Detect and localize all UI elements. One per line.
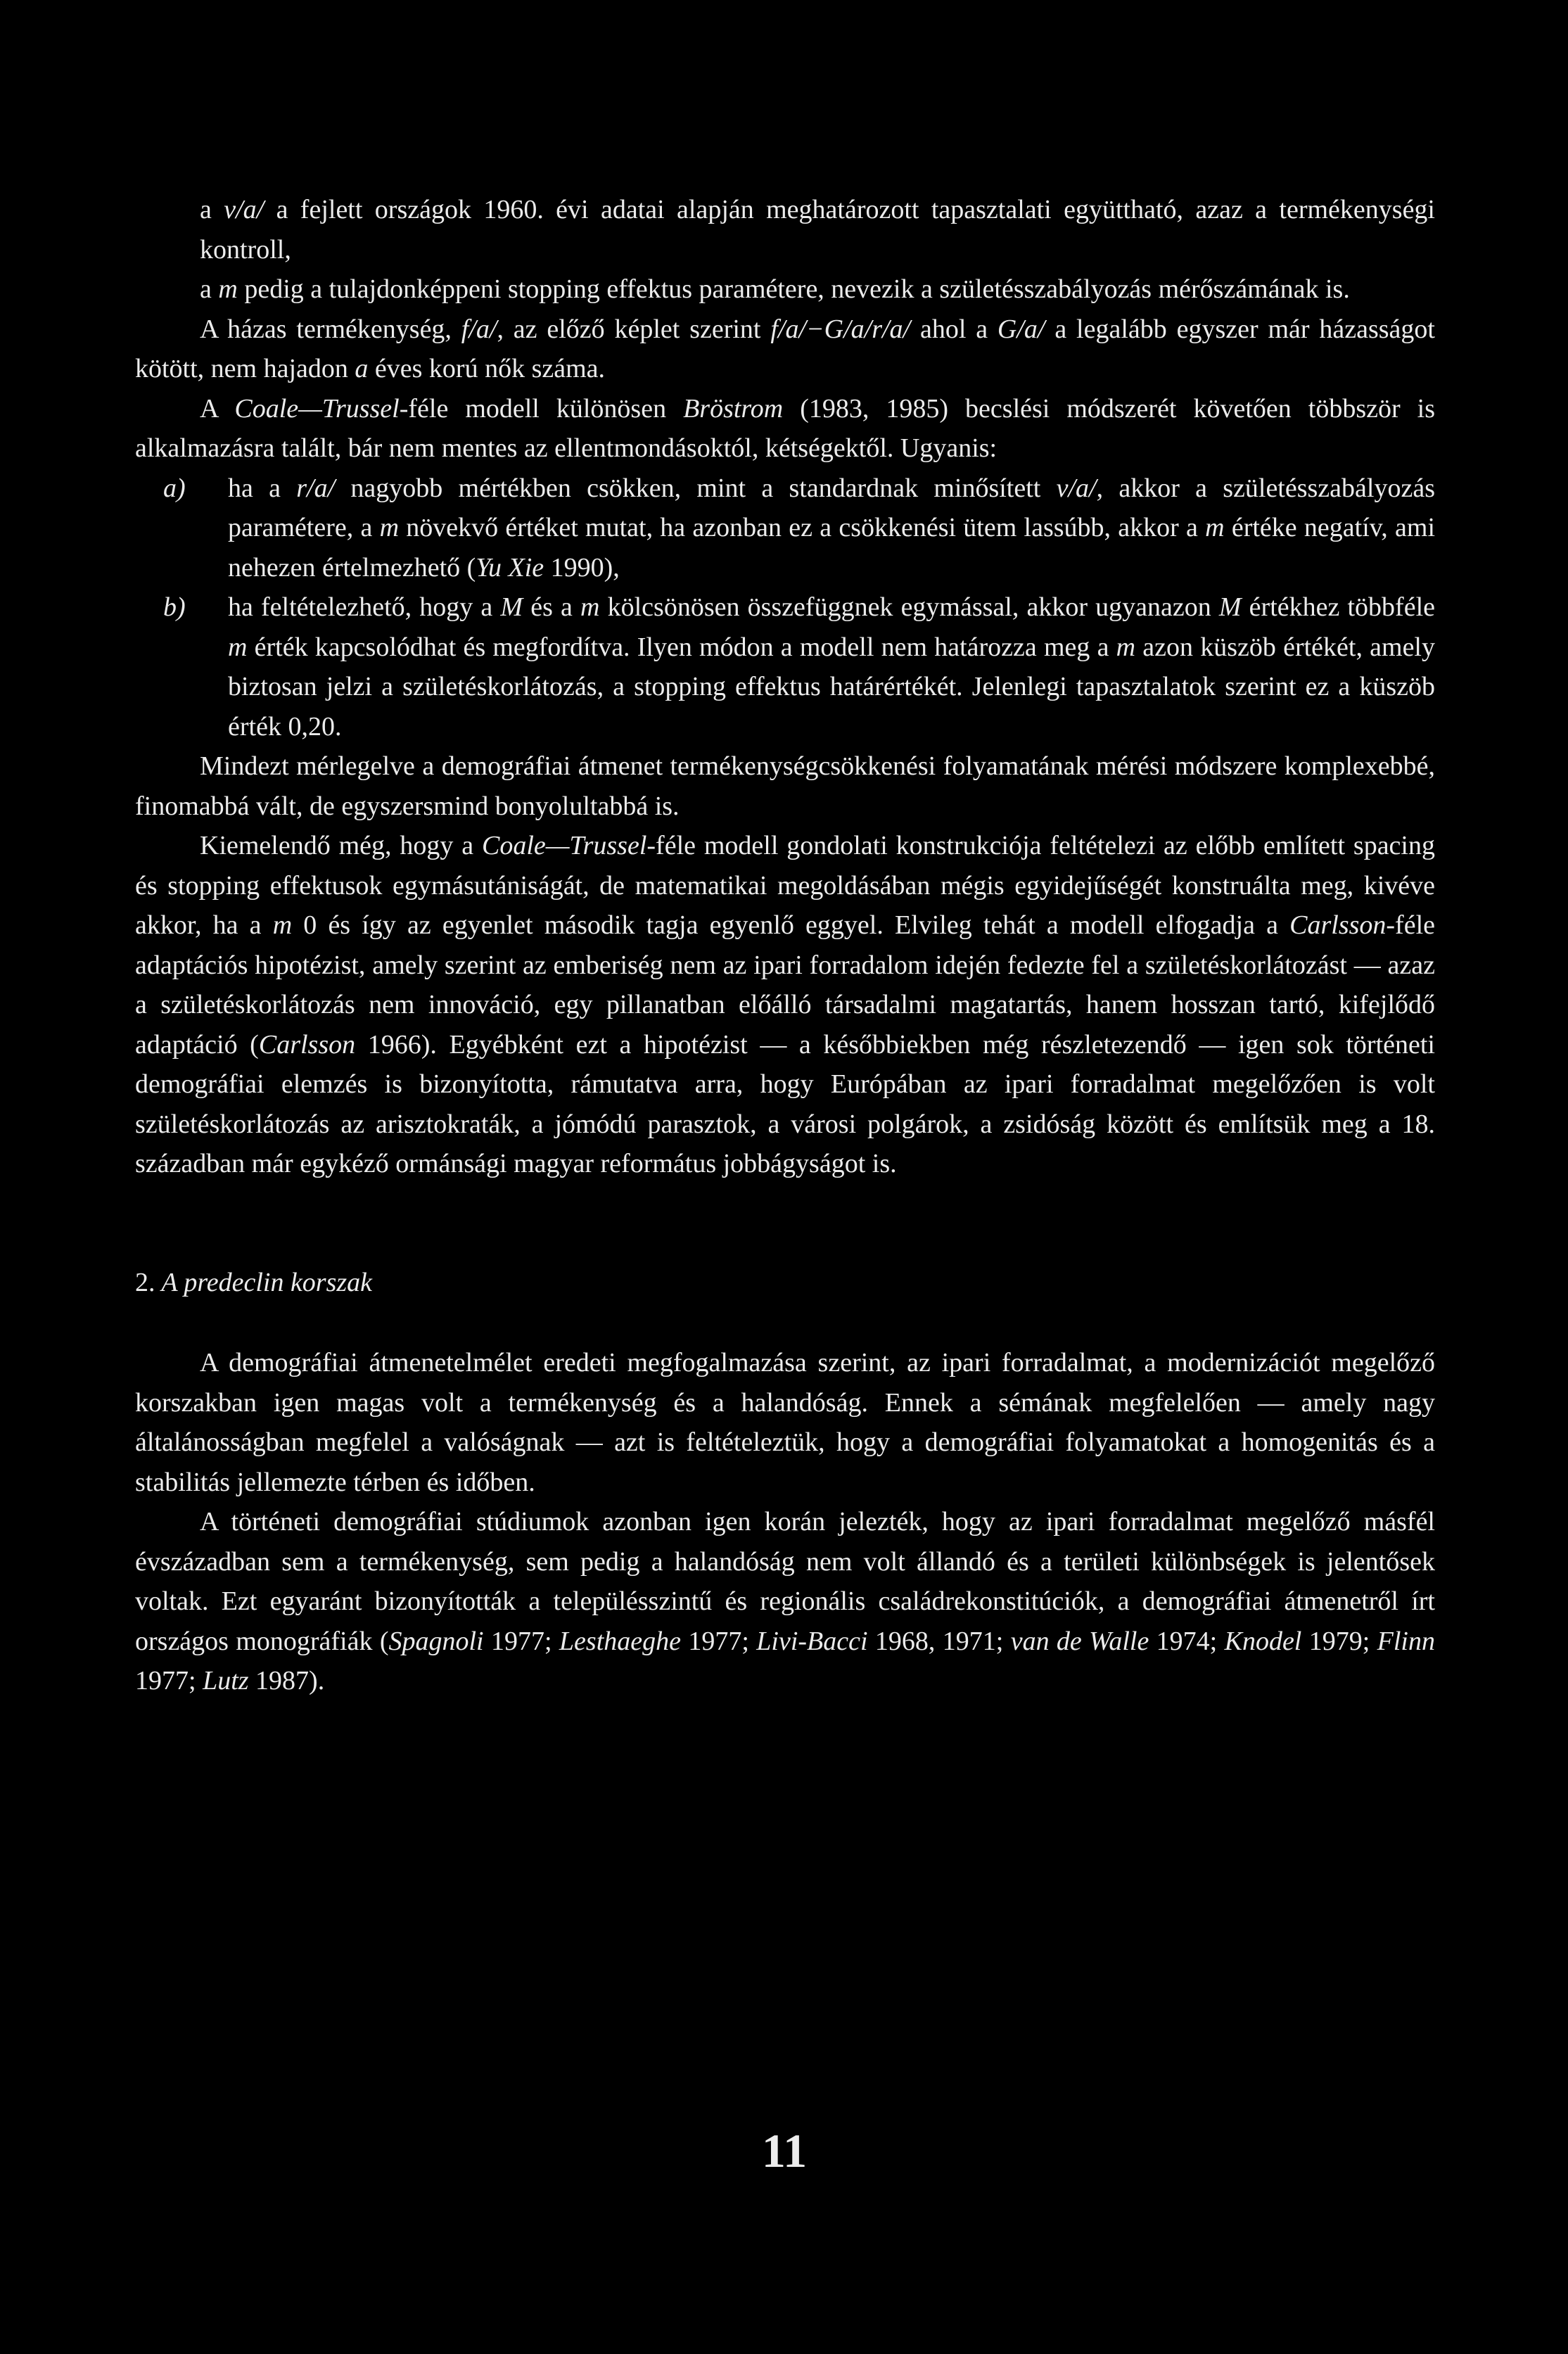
italic-run: Livi-Bacci xyxy=(756,1626,868,1656)
paragraph-definition-v xyxy=(135,190,1435,269)
italic-run: Carlsson xyxy=(258,1029,356,1060)
page-number: 11 xyxy=(761,2124,808,2177)
paragraph-coale-trussel-model xyxy=(135,389,1435,469)
italic-run: Bröstrom xyxy=(683,393,784,424)
text-run: 1966). Egyébként ezt a hipotézist — a későbbiekben még részletezendő — igen sok történeti demográfiai elemzés is bizonyította, rámutatva arra, hogy Európában az ipari forradalmat megelőzően is volt születéskorlátozás az arisztokraták, a jómódú parasztok, a városi polgárok, a zsidóság között és említsük meg a 18. században már egykéző ormánsági magyar református jobbágyságot is. xyxy=(135,1029,1435,1178)
text-run: nagyobb mértékben csökken, mint a standardnak minősített xyxy=(335,473,1057,503)
text-run: azon küszöb értékét, amely biztosan jelzi a születéskorlátozás, a stopping effektus határértékét. Jelenlegi tapasztalatok szerint ez a küszöb érték 0,20. xyxy=(228,632,1435,742)
italic-run: f/a/−G/a/r/a/ xyxy=(770,314,911,344)
paragraph-marital-fertility xyxy=(135,310,1435,389)
list-label-b: b) xyxy=(163,592,186,622)
text-run: a legalább egyszer már házasságot kötött, nem hajadon xyxy=(135,314,1435,383)
italic-run: van de Walle xyxy=(1010,1626,1149,1656)
text-run: és a xyxy=(523,592,581,622)
italic-run: v/a/ xyxy=(224,195,264,224)
text-run: 1987). xyxy=(248,1666,325,1695)
text-run: A xyxy=(200,393,235,424)
text-run: ha a xyxy=(228,473,297,503)
text-run: -féle modell gondolati konstrukciója feltételezi az előbb említett spacing és stopping effektusok egymásutániságát, de matematikai megoldásában mégis egyidejűségét konstruálta meg, kivéve akkor, ha a xyxy=(135,831,1435,940)
list-item-a xyxy=(163,469,1435,588)
italic-run: Flinn xyxy=(1377,1626,1435,1656)
section-number: 2. xyxy=(135,1267,155,1297)
italic-run: m xyxy=(228,632,248,662)
text-run: 1968, 1971; xyxy=(867,1626,1011,1656)
text-run: érték kapcsolódhat és megfordítva. Ilyen módon a modell nem határozza meg a xyxy=(247,632,1116,662)
text-run: Mindezt mérlegelve a demográfiai átmenet termékenységcsökkenési folyamatának mérési módszere komplexebbé, finomabbá vált, de egyszersmind bonyolultabbá is. xyxy=(135,751,1435,821)
italic-run: r/a/ xyxy=(296,473,336,503)
italic-run: M xyxy=(500,592,523,622)
italic-run: Carlsson xyxy=(1289,910,1387,940)
text-run: értéke negatív, ami nehezen értelmezhető ( xyxy=(228,513,1436,583)
italic-run: m xyxy=(218,274,238,304)
text-run: 1977; xyxy=(483,1626,559,1656)
italic-run: Yu Xie xyxy=(476,552,544,583)
italic-run: m xyxy=(272,910,293,940)
text-run: 1974; xyxy=(1149,1626,1225,1656)
text-run: növekvő értéket mutat, ha azonban ez a csökkenési ütem lassúbb, akkor a xyxy=(399,513,1206,542)
italic-run: v/a/ xyxy=(1056,473,1097,503)
text-run: éves korú nők száma. xyxy=(368,354,606,383)
text-run: 1977; xyxy=(135,1666,203,1695)
paragraph-predeclin-2 xyxy=(135,1502,1435,1701)
list-label-a: a) xyxy=(163,473,186,503)
text-run: pedig a tulajdonképpeni stopping effektus paramétere, nevezik a születésszabályozás mérőszámának is. xyxy=(237,274,1350,304)
paragraph-summary xyxy=(135,746,1435,826)
italic-run: f/a/ xyxy=(461,314,497,344)
text-run: 1990), xyxy=(544,552,620,583)
text-run: 1979; xyxy=(1301,1626,1377,1656)
italic-run: m xyxy=(1205,513,1225,542)
text-run: (1983, 1985) becslési módszerét követően többször is alkalmazásra talált, bár nem mentes az ellentmondásoktól, kétségektől. Ugyanis: xyxy=(135,393,1435,463)
paragraph-predeclin-1 xyxy=(135,1343,1435,1502)
text-run: 0 és így az egyenlet második tagja egyenlő eggyel. Elvileg tehát a modell elfogadja a xyxy=(292,910,1290,940)
italic-run: Lutz xyxy=(203,1666,249,1695)
italic-run: G/a/ xyxy=(997,314,1045,344)
section-heading xyxy=(135,1263,1435,1303)
italic-run: m xyxy=(379,513,400,542)
italic-run: M xyxy=(1218,592,1242,622)
text-run: A történeti demográfiai stúdiumok azonban igen korán jelezték, hogy az ipari forradalmat megelőző másfél évszázadban sem a termékenység, sem pedig a halandóság nem volt állandó és a területi különbségek is jelentősek voltak. Ezt egyaránt bizonyították a településszintű és regionális családrekonstitúciók, a demográfiai átmenetről írt országos monográfiák ( xyxy=(135,1507,1435,1656)
paragraph-carlsson-hypothesis xyxy=(135,826,1435,1184)
italic-run: Spagnoli xyxy=(388,1626,484,1656)
text-run: A házas termékenység, xyxy=(200,314,461,344)
list-body-a xyxy=(228,469,1435,588)
section-title: A predeclin korszak xyxy=(161,1267,373,1297)
italic-run: Lesthaeghe xyxy=(559,1626,681,1656)
body-text xyxy=(135,190,1435,1701)
text-run: , az előző képlet szerint xyxy=(497,314,771,344)
text-run: Kiemelendő még, hogy a xyxy=(200,831,482,860)
text-run: -féle adaptációs hipotézist, amely szerint az emberiség nem az ipari forradalom idején fedezte fel a születéskorlátozást — azaz a születéskorlátozás nem innováció, egy pillanatban előálló társadalmi magatartás, hanem hosszan tartó, kifejlődő adaptáció ( xyxy=(135,910,1436,1060)
list-item-b xyxy=(163,587,1435,746)
text-run: ahol a xyxy=(910,314,997,344)
text-run: -féle modell különösen xyxy=(399,393,684,424)
italic-run: Coale—Trussel xyxy=(234,393,400,424)
paragraph-definition-m xyxy=(135,269,1435,310)
italic-run: Knodel xyxy=(1224,1626,1302,1656)
text-run: a xyxy=(200,274,219,304)
text-run: értékhez többféle xyxy=(1241,592,1435,622)
text-run: kölcsönösen összefüggnek egymással, akkor ugyanazon xyxy=(599,592,1219,622)
text-run: a xyxy=(200,195,224,224)
text-run: , akkor a születésszabályozás paramétere, a xyxy=(228,473,1435,542)
text-run: ha feltételezhető, hogy a xyxy=(228,592,501,622)
italic-run: m xyxy=(580,592,600,622)
list-body-b xyxy=(228,587,1435,746)
text-run: A demográfiai átmenetelmélet eredeti megfogalmazása szerint, az ipari forradalmat, a modernizációt megelőző korszakban igen magas volt a termékenység és a halandóság. Ennek a sémának megfelelően — amely nagy általánosságban megfelel a valóságnak — azt is feltételeztük, hogy a demográfiai folyamatokat a homogenitás és a stabilitás jellemezte térben és időben. xyxy=(135,1348,1435,1497)
text-run: 1977; xyxy=(680,1626,757,1656)
italic-run: m xyxy=(1116,632,1136,662)
text-run: a fejlett országok 1960. évi adatai alapján meghatározott tapasztalati együttható, azaz a termékenységi kontroll, xyxy=(200,195,1435,265)
italic-run: Coale—Trussel xyxy=(482,831,647,860)
italic-run: a xyxy=(355,354,369,383)
